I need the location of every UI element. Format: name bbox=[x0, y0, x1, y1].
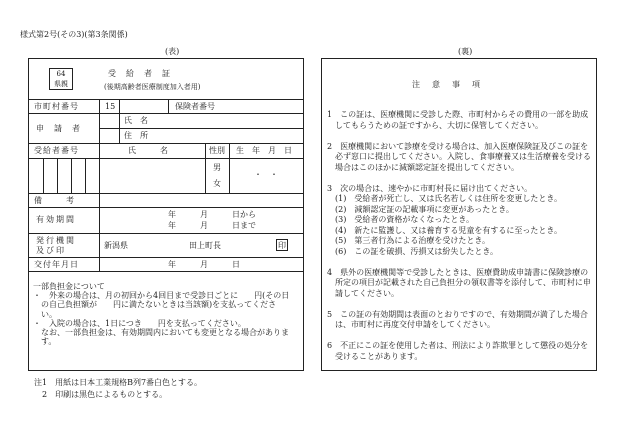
note-line: 3 次の場合は、速やかに市町村長に届け出てください。 bbox=[327, 183, 533, 193]
note-line: (3) 受給者の資格がなくなったとき。 bbox=[327, 215, 475, 224]
dob-label: 生 年 月 日 bbox=[236, 146, 292, 155]
sex-female: 女 bbox=[213, 179, 221, 188]
code-number: 64 bbox=[56, 70, 66, 78]
issuer-mayor: 田上町長 bbox=[189, 241, 221, 250]
note-line: 受けることがあります。 bbox=[327, 351, 423, 361]
note-line: 4 県外の医療機関等で受診したときは、医療費助成申請書に保険診療の bbox=[327, 267, 589, 277]
applicant-name-label: 氏 名 bbox=[124, 116, 148, 125]
burden-line: 一部負担金について bbox=[33, 282, 105, 291]
note-line: (5) 第三者行為による治療を受けたとき。 bbox=[327, 236, 491, 245]
note-line: 2 医療機関において診療を受ける場合は、加入医療保険証及びこの証を bbox=[327, 141, 589, 151]
recipient-name-label: 氏 名 bbox=[128, 146, 168, 155]
burden-line: ・ 外来の場合は、月の初回から4回目まで受診日ごとに 円(その日 bbox=[33, 291, 290, 301]
validity-label: 有効期間 bbox=[36, 215, 76, 224]
note-line: (1) 受給者が死亡し、又は氏名若しくは住所を変更したとき。 bbox=[327, 194, 563, 203]
back-label: (裏) bbox=[458, 47, 473, 56]
burden-note bbox=[33, 282, 289, 346]
footnote-2: 2 印刷は黒色によるものとする。 bbox=[34, 390, 168, 399]
back-title: 注 意 事 項 bbox=[412, 80, 482, 89]
note-line: (2) 減額認定証の記載事項に変更があったとき。 bbox=[327, 204, 514, 214]
remarks-label: 備 考 bbox=[34, 196, 74, 205]
code-area: 県親 bbox=[54, 80, 68, 88]
cert-title: 受 給 者 証 bbox=[108, 69, 171, 78]
note-line: 5 この証の有効期間は表面のとおりですので、有効期間が満了した場合 bbox=[327, 309, 588, 319]
burden-line: ・ 入院の場合は、1日につき 円を支払ってください。 bbox=[33, 318, 246, 328]
sex-label: 性別 bbox=[209, 146, 225, 155]
note-line: (4) 新たに監護し、又は養育する児童を有するに至ったとき。 bbox=[327, 225, 563, 235]
note-line: 1 この証は、医療機関に受診した際、市町村からその費用の一部を助成 bbox=[327, 110, 589, 119]
issuer-prefecture: 新潟県 bbox=[104, 241, 128, 250]
note-line: (6) この証を破損、汚損又は紛失したとき。 bbox=[327, 246, 499, 256]
note-line bbox=[327, 299, 591, 310]
applicant-address-label: 住 所 bbox=[124, 131, 148, 140]
burden-line: い。 bbox=[33, 309, 57, 319]
notes-list bbox=[327, 110, 591, 362]
validity-to: 年 月 日まで bbox=[168, 221, 256, 230]
issuer-label-2: 及び印 bbox=[36, 246, 66, 255]
validity-from: 年 月 日から bbox=[168, 210, 256, 219]
applicant-label: 申 請 者 bbox=[36, 124, 81, 133]
municipality-no-value: 15 bbox=[105, 102, 116, 111]
seal-stamp: 印 bbox=[278, 241, 286, 250]
front-label: (表) bbox=[165, 47, 180, 56]
issue-date-label: 交付年月日 bbox=[34, 260, 79, 269]
note-line: 場合はこのほかに減額認定証を提出してください。 bbox=[327, 162, 519, 172]
note-line: してもらうための証ですから、大切に保管してください。 bbox=[327, 120, 543, 130]
footnote-1: 注1 用紙は日本工業規格B列7番白色とする。 bbox=[34, 378, 203, 387]
note-line bbox=[327, 131, 591, 142]
burden-line: す。 bbox=[33, 337, 57, 347]
insured-no-label: 保険者番号 bbox=[175, 102, 215, 111]
municipality-no-label: 市町村番号 bbox=[34, 102, 79, 111]
note-line: は、市町村に再度交付申請をしてください。 bbox=[327, 320, 495, 329]
code-box bbox=[49, 68, 73, 90]
note-line: 所定の項目が記載された自己負担分の領収書等を添付して、市町村に申 bbox=[327, 278, 591, 287]
issuer-label-1: 発行機関 bbox=[36, 236, 76, 245]
note-line: 請してください。 bbox=[327, 288, 399, 298]
note-line: 必ず窓口に提出してください。入院し、食事療養又は生活療養を受ける bbox=[327, 152, 591, 161]
burden-line: なお、一部負担金は、有効期間内においても変更となる場合がありま bbox=[33, 327, 289, 337]
burden-line: の自己負担額が 円に満たないときは当該額)を支払ってくださ bbox=[33, 300, 277, 310]
cert-subtitle: (後期高齢者医療制度加入者用) bbox=[104, 83, 201, 91]
issue-date-value: 年 月 日 bbox=[168, 260, 240, 269]
form-title: 様式第2号(その3)(第3条関係) bbox=[20, 30, 128, 39]
note-line bbox=[327, 331, 591, 342]
sex-male: 男 bbox=[213, 163, 221, 172]
dob-dots: ・ ・ bbox=[254, 170, 278, 179]
note-line: 6 不正にこの証を使用した者は、刑法により詐欺罪として懲役の処分を bbox=[327, 341, 589, 350]
recipient-no-label: 受給者番号 bbox=[34, 146, 79, 155]
note-line bbox=[327, 173, 591, 184]
note-line bbox=[327, 257, 591, 268]
